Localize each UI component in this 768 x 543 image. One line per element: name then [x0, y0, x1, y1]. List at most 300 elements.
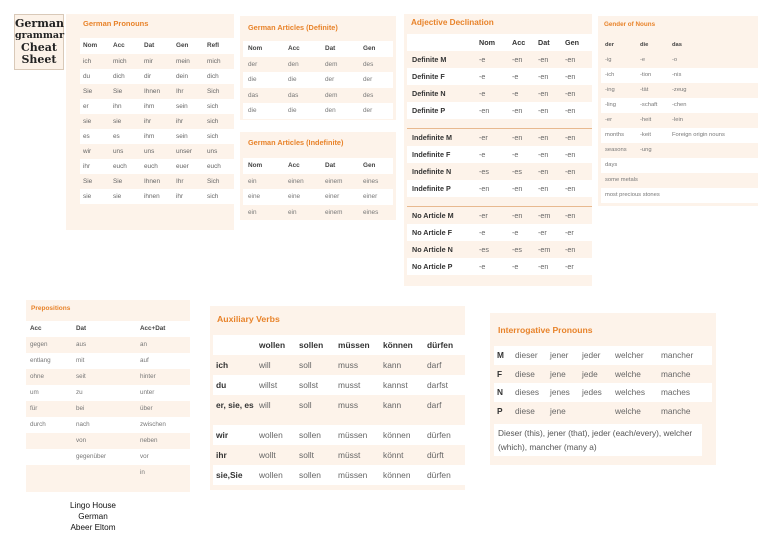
table-cell: einer [363, 193, 378, 200]
gender-of-nouns-table [601, 38, 758, 203]
table-cell: eine [248, 193, 261, 200]
table-cell: ihr [144, 118, 152, 125]
indefinite-articles-table [243, 158, 393, 220]
adjective-declination-card [404, 14, 592, 286]
table-cell: sie [83, 118, 92, 125]
table-cell: -es [479, 245, 489, 254]
credit-line: German [78, 512, 108, 521]
table-cell: sollt [299, 450, 314, 460]
gender-of-nouns-heading: Gender of Nouns [604, 21, 656, 28]
column-header: Dat [144, 42, 155, 49]
table-row [26, 337, 190, 353]
table-cell: Ihr [176, 178, 184, 185]
column-header: können [383, 340, 413, 350]
table-cell: seit [76, 373, 86, 380]
table-cell: jeder [582, 350, 601, 360]
table-row [494, 346, 712, 365]
table-row [80, 114, 234, 129]
table-header-row [601, 38, 758, 53]
table-cell: eines [363, 208, 379, 216]
table-cell: es [113, 133, 120, 140]
table-cell: dieser [515, 350, 538, 360]
table-cell: ohne [30, 373, 45, 380]
table-cell: -er [538, 228, 547, 237]
table-cell: -ing [605, 87, 615, 93]
table-cell: -e [479, 262, 486, 271]
table-row [26, 401, 190, 417]
table-cell: welche [615, 368, 641, 379]
table-row [407, 128, 592, 146]
table-cell [26, 449, 72, 465]
auxiliary-verbs-card [210, 306, 465, 490]
table-cell: some metals [605, 177, 638, 183]
table-cell: ihr [176, 118, 184, 125]
table-cell: dich [113, 73, 125, 80]
table-cell: jenes [550, 387, 570, 397]
auxiliary-verbs-table [213, 335, 465, 485]
table-cell: kannst [383, 380, 408, 390]
interrogative-pronouns-heading: Interrogative Pronouns [498, 325, 593, 335]
table-cell: über [140, 405, 153, 412]
table-cell: -en [512, 106, 523, 115]
row-label: wir [216, 430, 229, 440]
table-cell: -en [512, 133, 523, 142]
table-cell: -ling [605, 102, 616, 108]
table-cell: sollst [299, 380, 319, 390]
table-header-row [26, 321, 190, 337]
table-cell: jede [582, 368, 598, 379]
table-cell: -e [512, 72, 519, 81]
table-cell: -en [565, 133, 576, 142]
table-row [26, 433, 190, 449]
table-row [407, 180, 592, 197]
table-cell: dürfen [427, 430, 451, 440]
table-cell: Ihnen [144, 178, 160, 185]
table-row [601, 83, 758, 98]
table-row [494, 383, 712, 402]
column-header: müssen [338, 340, 370, 350]
table-cell: hinter [140, 373, 156, 380]
table-cell: er [83, 103, 89, 110]
table-cell: darf [427, 400, 442, 410]
table-cell: -e [512, 89, 519, 98]
indefinite-articles-card [240, 132, 396, 220]
row-label: Indefinite F [412, 150, 451, 159]
table-cell: einen [288, 177, 304, 185]
table-cell: sich [207, 103, 219, 110]
table-cell: das [248, 91, 259, 99]
title-line: German [15, 17, 64, 30]
table-cell: -en [565, 167, 576, 176]
table-cell: mir [144, 58, 153, 65]
table-cell: der [248, 60, 258, 68]
table-cell: -en [565, 211, 576, 220]
table-cell: sich [207, 193, 219, 200]
table-cell: des [363, 91, 374, 99]
table-cell: most precious stones [605, 192, 660, 198]
row-label: No Article P [412, 262, 453, 271]
table-cell: dürft [427, 450, 444, 460]
table-cell: einem [325, 208, 343, 216]
table-cell: ich [83, 58, 92, 65]
table-cell: months [605, 132, 625, 138]
table-cell: -en [479, 184, 490, 193]
table-row [407, 224, 592, 241]
table-cell [668, 143, 758, 158]
table-cell: -e [479, 72, 486, 81]
column-header: Gen [565, 38, 579, 47]
table-cell: -em [538, 245, 551, 254]
row-label: Indefinite N [412, 167, 452, 176]
column-header: Acc [288, 45, 300, 52]
table-cell: -em [538, 211, 551, 220]
table-cell: -e [479, 55, 486, 64]
column-header: Dat [76, 325, 87, 332]
table-cell: die [248, 76, 257, 83]
column-header: Dat [325, 162, 336, 169]
table-cell: der [363, 76, 373, 83]
table-cell: -en [538, 133, 549, 142]
table-cell: -e [512, 262, 519, 271]
table-cell: mich [113, 58, 127, 65]
table-cell: -es [512, 245, 522, 254]
column-header: Gen [363, 162, 376, 169]
title-line: Cheat [21, 41, 57, 54]
table-cell: -ich [605, 72, 615, 78]
table-cell: einem [325, 177, 343, 185]
table-cell: Ihnen [144, 88, 160, 95]
table-row [407, 102, 592, 119]
table-cell: diese [515, 368, 535, 379]
row-label: M [497, 350, 504, 360]
table-cell: -e [512, 228, 519, 237]
table-cell: -e [512, 150, 519, 159]
column-header: dürfen [427, 340, 454, 350]
table-cell: durch [30, 421, 46, 428]
table-row [80, 144, 234, 159]
table-cell: Sie [83, 88, 93, 95]
table-cell: sein [176, 133, 188, 140]
table-cell: jene [550, 405, 566, 416]
table-row [407, 85, 592, 102]
table-cell: -en [565, 55, 576, 64]
table-cell: sollen [299, 430, 321, 440]
definite-articles-table [243, 41, 393, 119]
table-cell: sein [176, 103, 188, 110]
table-cell: -en [565, 150, 576, 159]
table-cell: um [30, 389, 39, 396]
table-cell: neben [140, 437, 158, 444]
row-label: No Article M [412, 211, 454, 220]
table-cell: können [383, 470, 411, 480]
column-header: Acc [30, 325, 42, 332]
table-cell: -lein [672, 117, 683, 123]
table-cell: ein [248, 208, 257, 216]
table-cell: von [76, 437, 87, 444]
table-cell [26, 433, 72, 449]
table-cell: eines [363, 177, 379, 185]
definite-articles-card [240, 16, 396, 120]
table-row [407, 206, 592, 224]
row-label: P [497, 405, 503, 416]
table-row [213, 355, 465, 375]
table-cell: -e [479, 150, 486, 159]
row-label: No Article N [412, 245, 453, 254]
table-row [494, 365, 712, 384]
column-header: wollen [259, 340, 286, 350]
table-row [407, 68, 592, 85]
table-cell: euch [144, 163, 158, 170]
table-cell: dem [325, 91, 338, 99]
table-cell: seasons [605, 147, 627, 153]
table-cell: des [363, 60, 374, 68]
table-cell: gegenüber [76, 453, 107, 460]
table-cell: -en [565, 184, 576, 193]
interrogative-pronouns-card [490, 313, 716, 465]
table-cell: jedes [582, 387, 602, 397]
table-cell: der [325, 76, 335, 83]
table-cell: das [288, 91, 299, 99]
table-header-row [243, 158, 393, 174]
table-row [80, 189, 234, 204]
table-cell: -en [512, 184, 523, 193]
table-cell: muss [338, 360, 359, 370]
table-cell: dürfen [427, 470, 451, 480]
table-row [243, 174, 393, 190]
table-row [601, 128, 758, 143]
table-cell: -en [538, 184, 549, 193]
table-row [407, 146, 592, 163]
row-label: sie,Sie [216, 470, 243, 480]
table-cell: eine [288, 193, 301, 200]
table-cell: ihn [113, 103, 122, 110]
table-cell: -keit [640, 132, 651, 138]
prepositions-card [26, 300, 190, 492]
table-cell: dein [176, 73, 189, 80]
table-cell: uns [113, 148, 124, 155]
table-cell: -chen [672, 102, 687, 108]
table-cell: days [605, 162, 618, 168]
column-header: Gen [363, 45, 376, 52]
row-label: N [497, 387, 503, 397]
table-cell: -er [565, 262, 574, 271]
table-cell: an [140, 341, 148, 348]
table-cell: uns [144, 148, 155, 155]
table-cell: willst [259, 380, 278, 390]
table-cell: -schaft [640, 102, 658, 108]
table-cell: -en [538, 89, 549, 98]
table-cell: zu [76, 389, 83, 396]
table-row [601, 143, 758, 158]
table-cell: will [259, 400, 271, 410]
table-cell: -en [538, 106, 549, 115]
table-cell: maches [661, 387, 691, 397]
table-row [601, 188, 758, 203]
table-row [601, 53, 758, 68]
table-row [407, 241, 592, 258]
table-row [26, 449, 190, 465]
adjective-declination-table [407, 34, 592, 275]
column-header: Gen [176, 42, 189, 49]
table-cell: -en [538, 55, 549, 64]
row-label: Indefinite M [412, 133, 452, 142]
table-cell: wollen [259, 430, 283, 440]
table-cell: zwischen [140, 421, 166, 428]
table-cell: -ung [640, 147, 652, 153]
column-header: Acc+Dat [140, 325, 166, 332]
table-cell: sich [207, 118, 219, 125]
table-cell: -o [672, 57, 678, 63]
table-cell: -en [512, 55, 523, 64]
table-cell: wollt [259, 450, 276, 460]
table-cell: ihnen [144, 193, 160, 200]
table-cell: euch [207, 163, 221, 170]
table-row [243, 103, 393, 119]
credit-line: Lingo House [70, 501, 116, 510]
row-label: Definite F [412, 72, 445, 81]
table-cell: müssen [338, 470, 368, 480]
table-cell: muss [338, 400, 359, 410]
column-header: Nom [83, 42, 98, 49]
title-line: Sheet [21, 53, 57, 66]
table-cell: nach [76, 421, 90, 428]
table-cell: unter [140, 389, 155, 396]
column-header: das [672, 42, 682, 48]
table-header-row [213, 335, 465, 355]
table-cell: euch [113, 163, 127, 170]
row-label: ihr [216, 450, 227, 460]
table-cell: mich [207, 58, 221, 65]
column-header: sollen [299, 340, 324, 350]
auxiliary-verbs-heading: Auxiliary Verbs [217, 314, 280, 324]
column-header: der [605, 42, 615, 48]
table-cell: entlang [30, 357, 51, 364]
table-cell: mit [76, 357, 85, 364]
pronouns-card [66, 14, 234, 230]
table-row [601, 98, 758, 113]
pronouns-heading: German Pronouns [83, 19, 149, 28]
group-divider [407, 119, 592, 128]
table-cell: müsst [338, 450, 361, 460]
table-cell: -er [565, 228, 574, 237]
table-cell: -nis [672, 72, 682, 78]
table-cell: -er [605, 117, 613, 123]
row-label: du [216, 380, 227, 390]
author-credit [56, 500, 130, 533]
table-cell: Sie [113, 88, 123, 95]
table-row [26, 385, 190, 401]
table-cell: dieses [515, 387, 539, 397]
table-row [243, 57, 393, 73]
table-row [407, 51, 592, 68]
column-header: Nom [248, 162, 263, 169]
row-label: Definite P [412, 106, 446, 115]
table-row [243, 88, 393, 104]
row-label: Indefinite P [412, 184, 451, 193]
group-divider [407, 197, 592, 206]
row-label: ich [216, 360, 229, 370]
table-row [26, 465, 190, 481]
table-row [243, 205, 393, 221]
pronouns-table [80, 38, 234, 204]
table-cell: dich [207, 73, 219, 80]
table-cell: jene [550, 368, 566, 379]
table-cell: ihr [176, 193, 184, 200]
table-cell: -es [512, 167, 522, 176]
table-row [26, 417, 190, 433]
table-cell: für [30, 405, 38, 412]
table-cell: vor [140, 453, 149, 460]
table-cell: müssen [338, 430, 368, 440]
table-cell: -en [538, 262, 549, 271]
table-cell: -en [538, 150, 549, 159]
table-cell: gegen [30, 341, 48, 348]
table-cell: du [83, 73, 91, 80]
table-cell: -en [538, 167, 549, 176]
column-header: Dat [538, 38, 550, 47]
table-cell: dir [144, 73, 152, 80]
table-row [243, 72, 393, 88]
row-label: F [497, 368, 503, 379]
table-cell: -e [479, 228, 486, 237]
table-cell: wir [83, 148, 92, 155]
table-row [80, 129, 234, 144]
table-row [601, 113, 758, 128]
column-header: Acc [113, 42, 125, 49]
table-row [213, 375, 465, 395]
table-cell: welcher [615, 350, 644, 360]
row-label: Definite N [412, 89, 446, 98]
table-row [213, 395, 465, 425]
column-header: Acc [512, 38, 526, 47]
table-cell: sie [113, 118, 122, 125]
table-row [80, 54, 234, 69]
table-cell: Sie [83, 178, 93, 185]
table-cell: die [288, 76, 297, 83]
row-label: er, sie, es [216, 400, 254, 410]
table-cell: ein [248, 177, 257, 185]
table-cell: bei [76, 405, 85, 412]
table-cell: -en [565, 106, 576, 115]
table-row [601, 158, 758, 173]
table-cell: -tät [640, 87, 649, 93]
table-cell: euer [176, 163, 189, 170]
table-cell: der [363, 107, 373, 114]
table-row [243, 189, 393, 205]
table-cell: -e [479, 89, 486, 98]
column-header: die [640, 42, 649, 48]
credit-line: Abeer Eltom [70, 523, 116, 532]
table-row [601, 173, 758, 188]
column-header: Dat [325, 45, 336, 52]
table-cell: Foreign origin nouns [672, 132, 725, 138]
table-cell: -en [538, 72, 549, 81]
table-row [213, 445, 465, 465]
table-row [80, 84, 234, 99]
table-cell: soll [299, 400, 312, 410]
column-header: Nom [479, 38, 495, 47]
table-cell: sie [83, 193, 92, 200]
table-cell: sich [207, 133, 219, 140]
table-cell: den [325, 107, 336, 114]
gender-of-nouns-card [598, 16, 758, 206]
interrogative-note: Dieser (this), jener (that), jeder (each/every), welcher (which), mancher (many a) [494, 424, 702, 456]
table-cell: kann [383, 400, 402, 410]
column-header: Refl [207, 42, 220, 49]
row-label: Definite M [412, 55, 447, 64]
table-cell: wollen [259, 470, 283, 480]
table-cell: -en [565, 72, 576, 81]
